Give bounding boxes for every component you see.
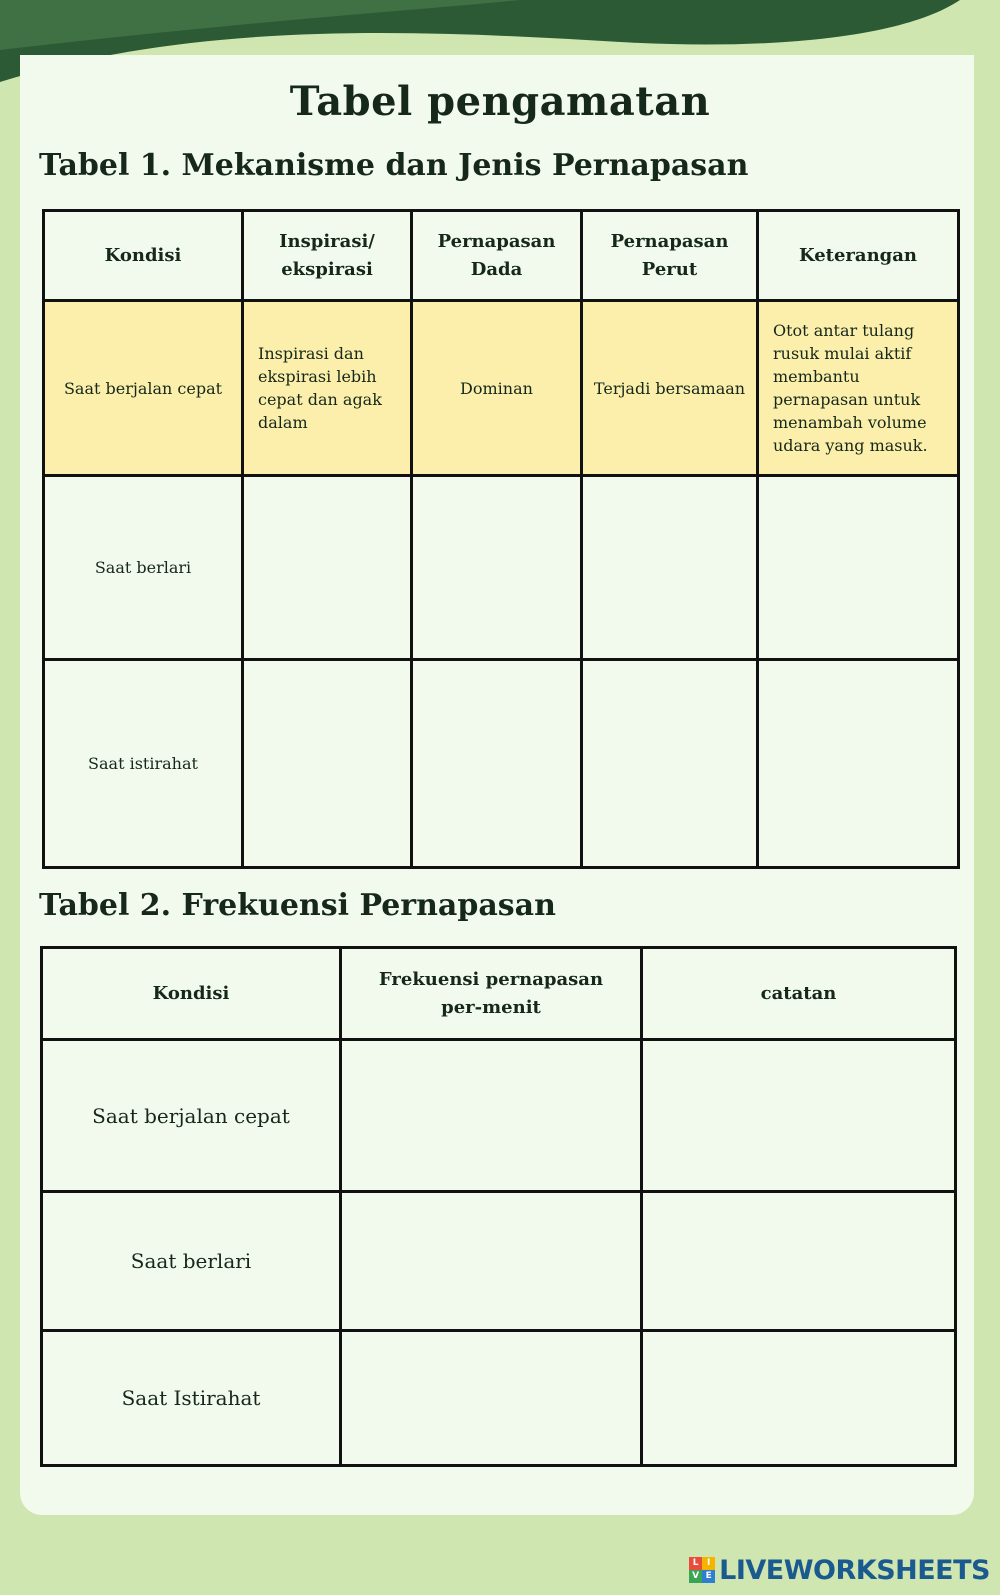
- table-row: [42, 1040, 956, 1192]
- logo-mark-letter: I: [702, 1557, 715, 1570]
- table1-header-cell: Keterangan: [758, 211, 959, 301]
- table-row: [44, 301, 959, 476]
- table1-cell-inspirasi[interactable]: [243, 476, 412, 660]
- liveworksheets-logo: [689, 1553, 990, 1587]
- table-row: [44, 660, 959, 868]
- table2-cell-kondisi: Saat berlari: [42, 1192, 341, 1331]
- table1-cell-perut[interactable]: [582, 660, 758, 868]
- table1-title: Tabel 1. Mekanisme dan Jenis Pernapasan: [39, 148, 749, 183]
- table1-cell-dada: Dominan: [412, 301, 582, 476]
- table2-cell-frekuensi[interactable]: [341, 1331, 642, 1466]
- table1-cell-keterangan[interactable]: [758, 476, 959, 660]
- table2-header-cell: catatan: [642, 948, 956, 1040]
- table1-cell-inspirasi[interactable]: [243, 660, 412, 868]
- table2-cell-frekuensi[interactable]: [341, 1040, 642, 1192]
- table1-cell-keterangan[interactable]: [758, 660, 959, 868]
- table2-cell-kondisi: Saat berjalan cepat: [42, 1040, 341, 1192]
- page-title: Tabel pengamatan: [289, 78, 711, 125]
- table-frekuensi-pernapasan: [40, 946, 957, 1467]
- table1-cell-kondisi: Saat berjalan cepat: [44, 301, 243, 476]
- logo-mark-letter: L: [689, 1557, 702, 1570]
- table1-header-cell: Pernapasan Perut: [582, 211, 758, 301]
- table1-cell-kondisi: Saat berlari: [44, 476, 243, 660]
- table2-cell-catatan[interactable]: [642, 1040, 956, 1192]
- table1-header-cell: Pernapasan Dada: [412, 211, 582, 301]
- table2-header-cell: Kondisi: [42, 948, 341, 1040]
- liveworksheets-logo-icon: [689, 1557, 715, 1583]
- table1-cell-dada[interactable]: [412, 476, 582, 660]
- table1-cell-inspirasi: Inspirasi dan ekspirasi lebih cepat dan agak dalam: [243, 301, 412, 476]
- table2-cell-catatan[interactable]: [642, 1192, 956, 1331]
- table1-header-cell: Kondisi: [44, 211, 243, 301]
- table-mekanisme-pernapasan: [42, 209, 960, 869]
- table2-header-row: [42, 948, 956, 1040]
- table1-cell-kondisi: Saat istirahat: [44, 660, 243, 868]
- table2-title: Tabel 2. Frekuensi Pernapasan: [39, 888, 556, 923]
- table1-header-cell: Inspirasi/ ekspirasi: [243, 211, 412, 301]
- table2-cell-frekuensi[interactable]: [341, 1192, 642, 1331]
- liveworksheets-logo-text: LIVEWORKSHEETS: [719, 1554, 990, 1586]
- table1-cell-perut[interactable]: [582, 476, 758, 660]
- table-row: [42, 1192, 956, 1331]
- table1-header-row: [44, 211, 959, 301]
- logo-mark-letter: E: [702, 1570, 715, 1583]
- table1-cell-dada[interactable]: [412, 660, 582, 868]
- table-row: [44, 476, 959, 660]
- table2-cell-catatan[interactable]: [642, 1331, 956, 1466]
- table2-header-cell: Frekuensi pernapasan per-menit: [341, 948, 642, 1040]
- table2-cell-kondisi: Saat Istirahat: [42, 1331, 341, 1466]
- logo-mark-letter: V: [689, 1570, 702, 1583]
- table1-cell-perut: Terjadi bersamaan: [582, 301, 758, 476]
- table-row: [42, 1331, 956, 1466]
- table1-cell-keterangan: Otot antar tulang rusuk mulai aktif membantu pernapasan untuk menambah volume udara yang masuk.: [758, 301, 959, 476]
